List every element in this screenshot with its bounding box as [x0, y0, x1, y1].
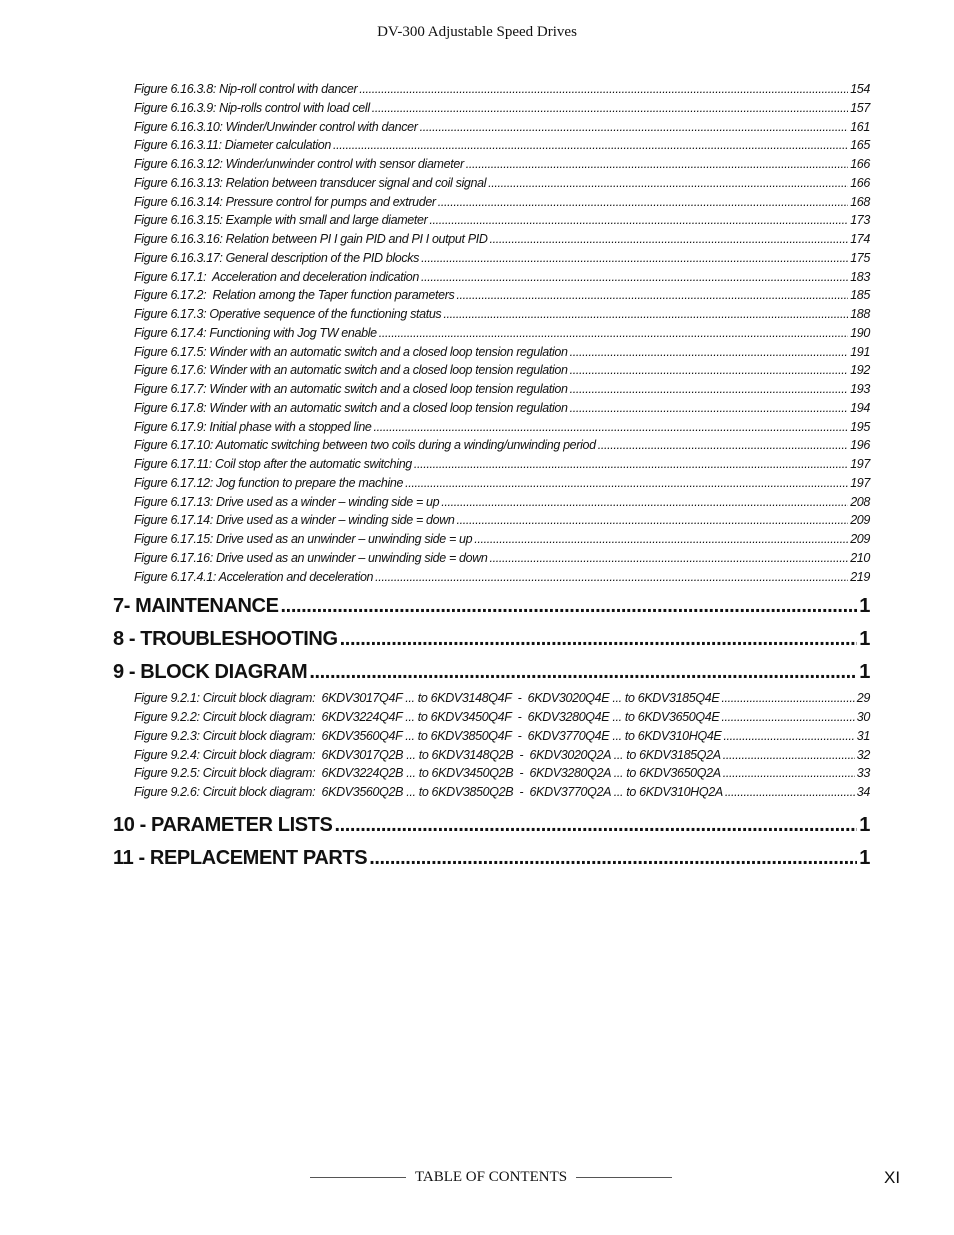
section-page: 1 — [859, 846, 870, 869]
figure-page: 190 — [850, 325, 870, 340]
toc-figure-entry[interactable] — [134, 764, 870, 783]
figure-page: 208 — [850, 494, 870, 509]
toc-figure-entry[interactable] — [134, 399, 870, 418]
dot-leader — [570, 399, 849, 418]
figure-page: 194 — [850, 400, 870, 415]
dot-leader — [490, 230, 849, 249]
section-page: 1 — [859, 628, 870, 651]
toc-figure-entry[interactable] — [134, 230, 870, 249]
dot-leader — [372, 99, 848, 118]
footer-label: TABLE OF CONTENTS — [414, 1169, 568, 1185]
figure-title: Figure 6.17.8: Winder with an automatic switch and a closed loop tension regulation — [134, 400, 568, 415]
figure-title: Figure 6.16.3.13: Relation between transducer signal and coil signal — [134, 175, 487, 190]
figure-page: 165 — [850, 138, 870, 153]
toc-figure-entry[interactable] — [134, 174, 870, 193]
figure-page: 209 — [850, 513, 870, 528]
figure-title: Figure 9.2.4: Circuit block diagram: 6KDV3017Q2B ... to 6KDV3148Q2B - 6KDV3020Q2A ... to 6KDV3185Q2A — [134, 747, 721, 762]
toc-figure-entry[interactable] — [134, 343, 870, 362]
figure-title: Figure 6.17.15: Drive used as an unwinder – unwinding side = up — [134, 532, 473, 546]
figure-title: Figure 6.16.3.8: Nip-roll control with dancer — [134, 82, 358, 96]
figure-title: Figure 6.17.14: Drive used as a winder – winding side = down — [134, 513, 455, 528]
figure-page: 195 — [850, 419, 870, 434]
figure-page: 197 — [850, 475, 870, 490]
figure-title: Figure 6.17.4: Functioning with Jog TW enable — [134, 325, 377, 340]
page-number: XI — [884, 1168, 901, 1187]
toc-section-replacement-parts[interactable] — [113, 842, 870, 875]
toc-figure-entry[interactable] — [134, 249, 870, 268]
dot-leader — [466, 155, 848, 174]
section-title: 9 - BLOCK DIAGRAM — [113, 661, 308, 684]
toc-figure-entry[interactable] — [134, 211, 870, 230]
dot-leader — [375, 568, 848, 587]
figure-page: 185 — [850, 288, 870, 303]
toc-figure-entry[interactable] — [134, 493, 870, 512]
toc-figure-entry[interactable] — [134, 418, 870, 437]
toc-figure-entry[interactable] — [134, 380, 870, 399]
dot-leader — [598, 436, 848, 455]
dot-leader — [570, 361, 849, 380]
figure-title: Figure 6.17.2: Relation among the Taper function parameters — [134, 288, 455, 303]
dot-leader — [441, 493, 848, 512]
figure-title: Figure 9.2.5: Circuit block diagram: 6KDV3224Q2B ... to 6KDV3450Q2B - 6KDV3280Q2A ... to 6KDV3650Q2A — [134, 766, 721, 781]
figure-title: Figure 6.16.3.9: Nip-rolls control with load cell — [134, 100, 370, 115]
toc-figure-entry[interactable] — [134, 80, 870, 99]
dot-leader — [429, 211, 848, 230]
figure-title: Figure 6.17.4.1: Acceleration and deceleration — [134, 569, 374, 584]
figure-page: 173 — [850, 213, 870, 228]
toc-figure-entry[interactable] — [134, 361, 870, 380]
figure-title: Figure 6.17.16: Drive used as an unwinder – unwinding side = down — [134, 550, 488, 565]
toc-figure-entry[interactable] — [134, 783, 870, 802]
figure-title: Figure 6.17.7: Winder with an automatic switch and a closed loop tension regulation — [134, 382, 568, 396]
toc-section-maintenance[interactable] — [113, 590, 870, 623]
toc-figure-entry[interactable] — [134, 549, 870, 568]
figure-title: Figure 6.16.3.14: Pressure control for pumps and extruder — [134, 194, 436, 209]
figure-page: 197 — [850, 457, 870, 471]
figure-page: 161 — [850, 119, 870, 134]
toc-figure-entry[interactable] — [134, 155, 870, 174]
figure-page: 188 — [850, 307, 870, 321]
toc-figure-entry[interactable] — [134, 118, 870, 137]
toc-figure-entry[interactable] — [134, 568, 870, 587]
figure-page: 210 — [850, 550, 870, 565]
dot-leader — [456, 286, 848, 305]
toc-figure-entry[interactable] — [134, 268, 870, 287]
figure-title: Figure 6.16.3.11: Diameter calculation — [134, 138, 331, 153]
dot-leader — [333, 136, 848, 155]
toc-figure-entry[interactable] — [134, 136, 870, 155]
figure-page: 34 — [856, 785, 870, 799]
toc-figure-entry[interactable] — [134, 455, 870, 474]
dot-leader — [334, 809, 857, 842]
footer-rule-right — [576, 1177, 672, 1178]
dot-leader — [490, 549, 849, 568]
dot-leader — [421, 249, 848, 268]
dot-leader — [420, 118, 849, 137]
dot-leader — [723, 746, 855, 765]
figure-page: 209 — [850, 532, 870, 546]
figure-title: Figure 6.16.3.16: Relation between PI I gain PID and PI I output PID — [134, 232, 488, 246]
toc-figure-entry[interactable] — [134, 474, 870, 493]
toc-figure-entry[interactable] — [134, 193, 870, 212]
figure-title: Figure 6.16.3.10: Winder/Unwinder control with dancer — [134, 119, 418, 134]
dot-leader — [443, 305, 848, 324]
section-title: 7- MAINTENANCE — [113, 595, 279, 618]
running-footer — [310, 1169, 672, 1186]
figure-page: 174 — [850, 232, 870, 246]
dot-leader — [438, 193, 848, 212]
running-header: DV-300 Adjustable Speed Drives — [377, 24, 577, 40]
dot-leader — [721, 689, 854, 708]
toc-figure-entry[interactable] — [134, 708, 870, 727]
figure-title: Figure 6.17.6: Winder with an automatic switch and a closed loop tension regulation — [134, 363, 568, 378]
toc-figure-entry[interactable] — [134, 305, 870, 324]
figure-page: 219 — [850, 569, 870, 584]
dot-leader — [379, 324, 848, 343]
figure-page: 183 — [850, 269, 870, 284]
dot-leader — [570, 380, 849, 399]
toc-figure-entry[interactable] — [134, 746, 870, 765]
figure-page: 166 — [850, 175, 870, 190]
section-page: 1 — [859, 661, 870, 684]
dot-leader — [369, 842, 857, 875]
dot-leader — [359, 80, 848, 99]
dot-leader — [570, 343, 849, 362]
toc-figure-entry[interactable] — [134, 530, 870, 549]
figure-page: 157 — [850, 100, 870, 115]
dot-leader — [723, 727, 854, 746]
section-page: 1 — [859, 595, 870, 618]
toc-section-block-diagram[interactable] — [113, 656, 870, 689]
dot-leader — [421, 268, 848, 287]
toc-figure-entry[interactable] — [134, 689, 870, 708]
dot-leader — [457, 511, 849, 530]
figure-page: 196 — [850, 438, 870, 453]
figure-title: Figure 6.16.3.12: Winder/unwinder control with sensor diameter — [134, 157, 464, 171]
figure-page: 168 — [850, 194, 870, 209]
figure-page: 191 — [850, 344, 870, 359]
figure-title: Figure 6.17.10: Automatic switching between two coils during a winding/unwinding period — [134, 438, 596, 453]
toc-figure-entry[interactable] — [134, 324, 870, 343]
toc-figure-entry[interactable] — [134, 286, 870, 305]
dot-leader — [374, 418, 849, 437]
dot-leader — [723, 764, 855, 783]
dot-leader — [340, 623, 858, 656]
figure-title: Figure 6.17.9: Initial phase with a stopped line — [134, 419, 372, 434]
figure-title: Figure 9.2.3: Circuit block diagram: 6KDV3560Q4F ... to 6KDV3850Q4F - 6KDV3770Q4E ... to 6KDV310HQ4E — [134, 728, 722, 743]
figure-title: Figure 9.2.1: Circuit block diagram: 6KDV3017Q4F ... to 6KDV3148Q4F - 6KDV3020Q4E ... to 6KDV3185Q4E — [134, 691, 720, 706]
figure-page: 29 — [856, 691, 870, 706]
section-title: 11 - REPLACEMENT PARTS — [113, 846, 368, 869]
toc-figure-entry[interactable] — [134, 511, 870, 530]
dot-leader — [309, 656, 857, 689]
toc-figure-entry[interactable] — [134, 99, 870, 118]
section-title: 10 - PARAMETER LISTS — [113, 813, 333, 836]
figure-title: Figure 6.17.12: Jog function to prepare the machine — [134, 475, 404, 490]
figure-title: Figure 9.2.6: Circuit block diagram: 6KDV3560Q2B ... to 6KDV3850Q2B - 6KDV3770Q2A ... to 6KDV310HQ2A — [134, 785, 723, 799]
toc-figure-entry[interactable] — [134, 727, 870, 746]
figure-page: 192 — [850, 363, 870, 378]
figure-page: 175 — [850, 250, 870, 265]
toc-section-parameter-lists[interactable] — [113, 809, 870, 842]
section-page: 1 — [859, 813, 870, 836]
section-title: 8 - TROUBLESHOOTING — [113, 628, 338, 651]
dot-leader — [725, 783, 855, 802]
toc-section-troubleshooting[interactable] — [113, 623, 870, 656]
dot-leader — [414, 455, 848, 474]
figure-title: Figure 9.2.2: Circuit block diagram: 6KDV3224Q4F ... to 6KDV3450Q4F - 6KDV3280Q4E ... to 6KDV3650Q4E — [134, 710, 720, 724]
table-of-contents — [113, 80, 870, 875]
figure-title: Figure 6.17.5: Winder with an automatic switch and a closed loop tension regulation — [134, 344, 568, 359]
dot-leader — [488, 174, 848, 193]
figure-title: Figure 6.17.3: Operative sequence of the functioning status — [134, 307, 442, 321]
dot-leader — [405, 474, 848, 493]
figure-title: Figure 6.16.3.17: General description of the PID blocks — [134, 250, 420, 265]
figure-page: 31 — [856, 728, 870, 743]
figure-page: 33 — [856, 766, 870, 781]
figure-page: 32 — [856, 747, 870, 762]
dot-leader — [721, 708, 854, 727]
figure-title: Figure 6.17.1: Acceleration and deceleration indication — [134, 269, 419, 284]
footer-rule-left — [310, 1177, 406, 1178]
figure-title: Figure 6.17.13: Drive used as a winder – winding side = up — [134, 494, 440, 509]
figure-title: Figure 6.17.11: Coil stop after the automatic switching — [134, 457, 412, 471]
figure-page: 193 — [850, 382, 870, 396]
dot-leader — [281, 590, 858, 623]
figure-page: 154 — [850, 82, 870, 96]
figure-title: Figure 6.16.3.15: Example with small and large diameter — [134, 213, 428, 228]
figure-page: 30 — [856, 710, 870, 724]
figure-list-chapter-9 — [113, 689, 870, 802]
toc-figure-entry[interactable] — [134, 436, 870, 455]
figure-page: 166 — [850, 157, 870, 171]
dot-leader — [474, 530, 848, 549]
figure-list-chapter-6 — [113, 80, 870, 586]
